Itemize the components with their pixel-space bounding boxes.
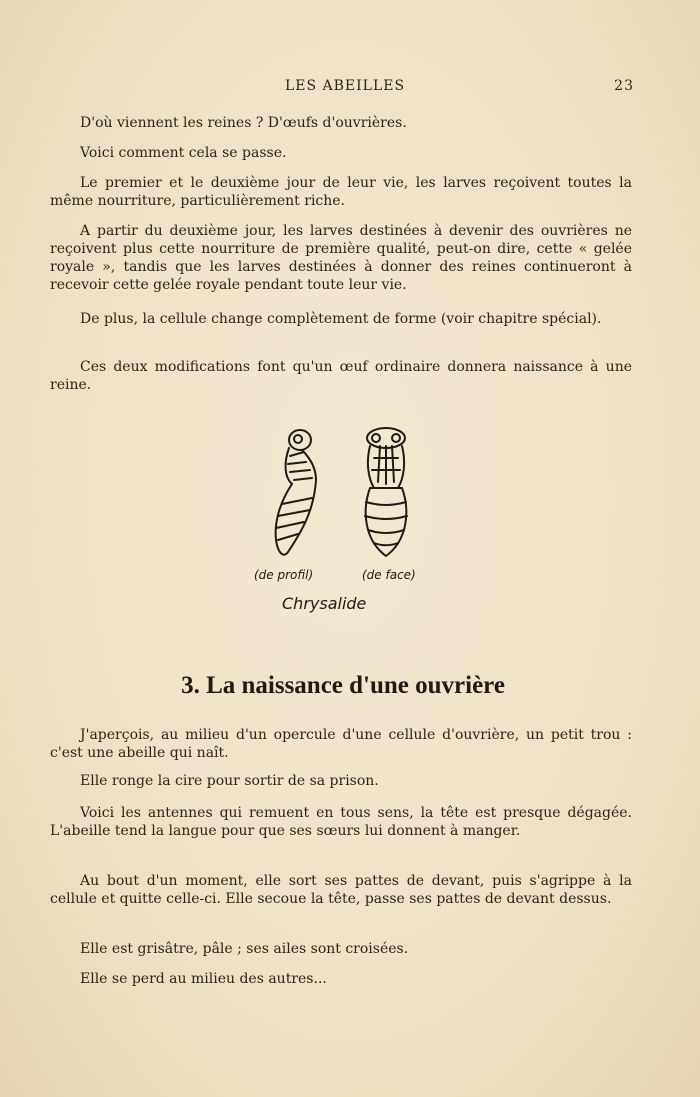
running-title: LES ABEILLES [284, 78, 406, 94]
section-title: 3. La naissance d'une ouvrière [181, 672, 505, 699]
paragraph: Ces deux modifications font qu'un œuf ordinaire donnera naissance à une reine. [50, 359, 632, 393]
paragraph: Le premier et le deuxième jour de leur vie, les larves reçoivent toutes la même nourriture, particulièrement riche. [50, 175, 632, 209]
paragraph: Elle est grisâtre, pâle ; ses ailes sont croisées. [80, 941, 409, 957]
paragraph: A partir du deuxième jour, les larves destinées à devenir des ouvrières ne reçoivent plus cette nourriture de première qualité, peut-on dire, cette « gelée royale », tandis que les larves destinées à donner des reines continueront à recevoir cette gelée royale pendant toute leur vie. [50, 223, 632, 293]
paragraph: Voici comment cela se passe. [80, 145, 287, 161]
paragraph: J'aperçois, au milieu d'un opercule d'une cellule d'ouvrière, un petit trou : c'est une abeille qui naît. [50, 727, 632, 761]
running-header [0, 78, 700, 98]
chrysalis-illustration [240, 422, 440, 622]
figure-label-profile: (de profil) [254, 568, 314, 582]
chrysalis-profile-drawing [276, 430, 316, 555]
paragraph: Voici les antennes qui remuent en tous sens, la tête est presque dégagée. L'abeille tend la langue pour que ses sœurs lui donnent à manger. [50, 805, 632, 839]
figure-label-face: (de face) [362, 568, 416, 582]
page-number: 23 [614, 78, 634, 94]
paragraph: D'où viennent les reines ? D'œufs d'ouvrières. [80, 115, 407, 131]
chrysalis-front-drawing [365, 428, 407, 556]
paragraph: Elle se perd au milieu des autres... [80, 971, 327, 987]
paragraph: Au bout d'un moment, elle sort ses pattes de devant, puis s'agrippe à la cellule et quitte celle-ci. Elle secoue la tête, passe ses pattes de devant dessus. [50, 873, 632, 907]
paragraph: De plus, la cellule change complètement de forme (voir chapitre spécial). [80, 311, 602, 327]
figure-caption: Chrysalide [282, 594, 367, 613]
paragraph: Elle ronge la cire pour sortir de sa prison. [80, 773, 379, 789]
